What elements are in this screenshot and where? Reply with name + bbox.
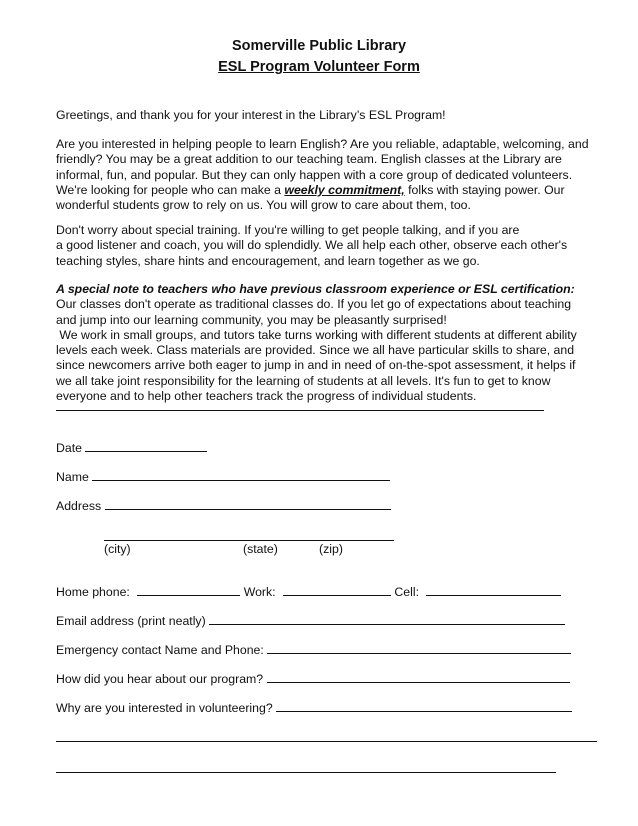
referral-field[interactable] (267, 681, 570, 683)
paragraph-line: teaching styles, share hints and encouragement, and learn together as we go. (56, 253, 480, 268)
email-label: Email address (print neatly) (56, 614, 206, 628)
cell-phone-label: Cell: (394, 585, 420, 599)
date-row (56, 441, 207, 455)
paragraph-line: since newcomers arrive both eager to jump in and in need of on-the-spot assessment, it helps if (56, 358, 576, 373)
email-row (56, 614, 565, 628)
referral-row (56, 672, 570, 686)
address-field[interactable] (105, 508, 391, 510)
emergency-contact-label: Emergency contact Name and Phone: (56, 643, 264, 657)
date-label: Date (56, 441, 82, 455)
work-phone-field[interactable] (283, 594, 391, 596)
paragraph-line: everyone and to help other teachers track the progress of individual students. (56, 389, 477, 404)
motivation-field-line-3[interactable] (56, 772, 556, 773)
motivation-field-line-2[interactable] (56, 741, 597, 742)
intro-paragraph (56, 137, 616, 213)
home-phone-field[interactable] (137, 594, 240, 596)
paragraph-line: Don't worry about special training. If you're willing to get people talking, and if you are (56, 223, 520, 237)
training-paragraph (56, 223, 616, 269)
address-row (56, 499, 391, 513)
paragraph-line: We're looking for people who can make a weekly commitment, folks with staying power. Our (56, 182, 565, 197)
motivation-label: Why are you interested in volunteering? (56, 701, 273, 715)
address-line-2-field[interactable] (104, 540, 394, 541)
paragraph-line: informal, fun, and popular. But they can only happen with a core group of dedicated volunteers. (56, 167, 573, 182)
date-field[interactable] (85, 450, 207, 452)
greeting-text: Greetings, and thank you for your interest in the Library’s ESL Program! (56, 108, 446, 122)
paragraph-line: wonderful students grow to rely on us. You will grow to care about them, too. (56, 198, 471, 213)
section-divider (56, 410, 544, 411)
form-title: ESL Program Volunteer Form (218, 59, 420, 75)
state-label: (state) (243, 542, 278, 556)
page-title: Somerville Public Library (231, 38, 407, 54)
emergency-contact-field[interactable] (267, 652, 571, 654)
teacher-note-heading: A special note to teachers who have previous classroom experience or ESL certification: (56, 282, 575, 296)
teacher-note (56, 282, 616, 404)
zip-label: (zip) (319, 542, 343, 556)
address-label: Address (56, 499, 102, 513)
phone-row (56, 585, 561, 599)
name-row (56, 470, 390, 484)
name-label: Name (56, 470, 89, 484)
paragraph-line: a good listener and coach, you will do splendidly. We all help each other, observe each other's (56, 238, 568, 253)
city-label: (city) (104, 542, 131, 556)
name-field[interactable] (92, 479, 390, 481)
paragraph-line: and jump into our learning community, you may be pleasantly surprised! (56, 312, 447, 327)
referral-label: How did you hear about our program? (56, 672, 264, 686)
motivation-row (56, 701, 572, 715)
paragraph-line: Are you interested in helping people to learn English? Are you reliable, adaptable, welcoming, and (56, 137, 589, 151)
home-phone-label: Home phone: (56, 585, 130, 599)
paragraph-line: levels each week. Class materials are provided. Since we all have particular skills to share, and (56, 343, 575, 358)
paragraph-line: We work in small groups, and tutors take turns working with different students at different ability (56, 327, 577, 342)
motivation-field[interactable] (276, 710, 572, 712)
cell-phone-field[interactable] (426, 594, 561, 596)
paragraph-line: we all take joint responsibility for the learning of students at all levels. It's fun to get to know (56, 373, 551, 388)
weekly-commitment-emphasis: weekly commitment, (284, 182, 405, 197)
emergency-row (56, 643, 571, 657)
paragraph-line: Our classes don't operate as traditional classes do. If you let go of expectations about teaching (56, 297, 572, 312)
paragraph-line: friendly? You may be a great addition to our teaching team. English classes at the Library are (56, 152, 562, 167)
email-field[interactable] (209, 623, 565, 625)
work-phone-label: Work: (243, 585, 276, 599)
